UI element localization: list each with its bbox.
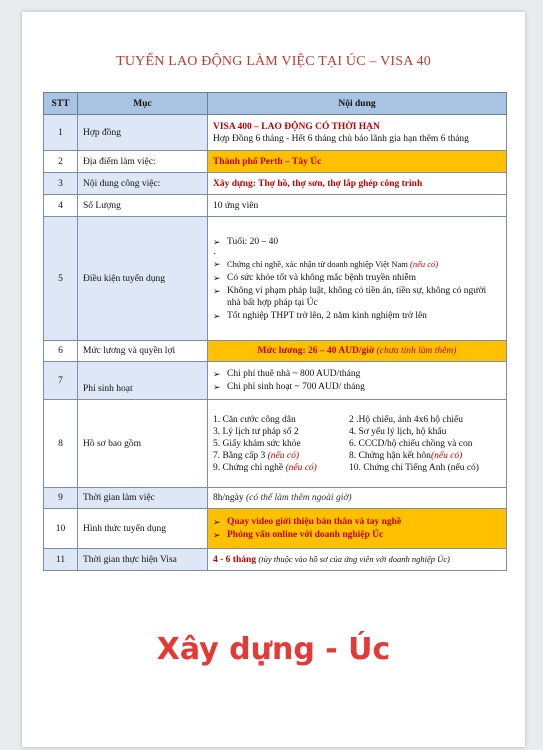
row-stt: 4: [44, 195, 78, 217]
row-label: Phí sinh hoạt: [78, 362, 208, 400]
table-row: [44, 549, 507, 571]
list-item: 3. Lý lịch tư pháp số 2: [213, 426, 299, 437]
row-content: [208, 151, 507, 173]
row-stt: 11: [44, 549, 78, 571]
living-cost-list: [213, 368, 501, 393]
list-item: 2 .Hộ chiếu, ảnh 4x6 hộ chiếu: [349, 414, 463, 425]
list-item: 6. CCCD/hộ chiếu chồng và con: [349, 438, 473, 449]
row-label: Thời gian làm việc: [78, 488, 208, 509]
table-row: [44, 115, 507, 151]
table-header-row: [44, 93, 507, 115]
row-content: 8h/ngày (có thể làm thêm ngoài giờ): [208, 488, 507, 509]
row-content: [208, 115, 507, 151]
work-location: Thành phố Perth – Tây Úc: [213, 156, 322, 167]
recruitment-method-list: [213, 516, 501, 541]
contract-detail: Hợp Đồng 6 tháng - Hết 6 tháng chủ bảo lãnh gia hạn thêm 6 tháng: [213, 133, 469, 144]
list-item: ➢ Chi phí thuê nhà ~ 800 AUD/tháng: [213, 368, 501, 380]
job-info-table: [43, 92, 507, 571]
row-label: Nội dung công việc:: [78, 173, 208, 195]
row-content: 10 ứng viên: [208, 195, 507, 217]
table-row: [44, 509, 507, 549]
document-page: [22, 12, 525, 747]
row-label: Số Lượng: [78, 195, 208, 217]
row-stt: 2: [44, 151, 78, 173]
row-label: Hợp đồng: [78, 115, 208, 151]
list-item: ➢ Có sức khỏe tốt và không mắc bệnh truyền nhiễm: [213, 272, 501, 284]
row-stt: 1: [44, 115, 78, 151]
header-stt: STT: [44, 93, 78, 115]
list-item: ➢ Chứng chỉ nghề, xác nhận từ doanh nghiệp Việt Nam (nếu có): [213, 258, 501, 271]
header-muc: Mục: [78, 93, 208, 115]
list-item: ➢ Không vi phạm pháp luật, không có tiền án, tiền sự, không có người nhà bất hợp pháp tại Úc: [213, 285, 501, 309]
table-row: [44, 341, 507, 362]
row-content: 4 - 6 tháng (tùy thuộc vào hồ sơ của ứng viên với doanh nghiệp Úc): [208, 549, 507, 571]
table-row: [44, 173, 507, 195]
row-content: [208, 400, 507, 488]
header-noidung: Nội dung: [208, 93, 507, 115]
row-label: Mức lương và quyền lợi: [78, 341, 208, 362]
row-stt: 3: [44, 173, 78, 195]
requirements-list: [213, 236, 501, 322]
list-item: 1. Căn cước công dân: [213, 414, 296, 425]
list-item: ➢ Quay video giới thiệu bản thân và tay nghề: [213, 516, 501, 528]
salary-note: (chưa tính làm thêm): [376, 346, 457, 356]
row-label: Địa điểm làm việc:: [78, 151, 208, 173]
row-label: Hình thức tuyển dụng: [78, 509, 208, 549]
row-content: [208, 217, 507, 341]
list-item: ➢ Tốt nghiệp THPT trở lên, 2 năm kinh nghiệm trở lên: [213, 310, 501, 322]
list-item: 7. Bằng cấp 3 (nếu có): [213, 450, 300, 461]
row-stt: 8: [44, 400, 78, 488]
list-item: [213, 249, 501, 257]
list-item: 8. Chứng hận kết hôn(nếu có): [349, 450, 463, 461]
row-content: [208, 509, 507, 549]
table-row: [44, 400, 507, 488]
row-content: [208, 362, 507, 400]
list-item: ➢ Tuổi: 20 – 40: [213, 236, 501, 248]
job-description: Xây dựng: Thợ hồ, thợ sơn, thợ lắp ghép công trình: [213, 178, 423, 189]
list-item: ➢ Chi phí sinh hoạt ~ 700 AUD/ tháng: [213, 381, 501, 393]
table-row: [44, 217, 507, 341]
documents-grid: [213, 414, 501, 474]
salary-text: Mức lương: 26 – 40 AUD/giờ: [257, 346, 377, 356]
table-row: [44, 195, 507, 217]
list-item: 10. Chứng chỉ Tiếng Anh (nếu có): [349, 462, 479, 473]
table-row: [44, 362, 507, 400]
row-content: [208, 341, 507, 362]
row-label: Hồ sơ bao gồm: [78, 400, 208, 488]
row-stt: 9: [44, 488, 78, 509]
list-item: ➢ Phỏng vấn online với doanh nghiệp Úc: [213, 529, 501, 541]
footer-banner: Xây dựng - Úc: [156, 632, 391, 667]
row-content: [208, 173, 507, 195]
row-label: Thời gian thực hiện Visa: [78, 549, 208, 571]
row-stt: 7: [44, 362, 78, 400]
row-stt: 5: [44, 217, 78, 341]
row-label: Điều kiện tuyển dụng: [78, 217, 208, 341]
list-item: 9. Chứng chỉ nghề (nếu có): [213, 462, 317, 473]
list-item: 5. Giấy khám sức khỏe: [213, 438, 301, 449]
list-item: 4. Sơ yếu lý lịch, hộ khẩu: [349, 426, 447, 437]
table-row: [44, 151, 507, 173]
table-row: [44, 488, 507, 509]
contract-title: VISA 400 – LAO ĐỘNG CÓ THỜI HẠN: [213, 121, 380, 132]
document-title: TUYỂN LAO ĐỘNG LÀM VIỆC TẠI ÚC – VISA 40: [116, 54, 431, 69]
row-stt: 6: [44, 341, 78, 362]
row-stt: 10: [44, 509, 78, 549]
